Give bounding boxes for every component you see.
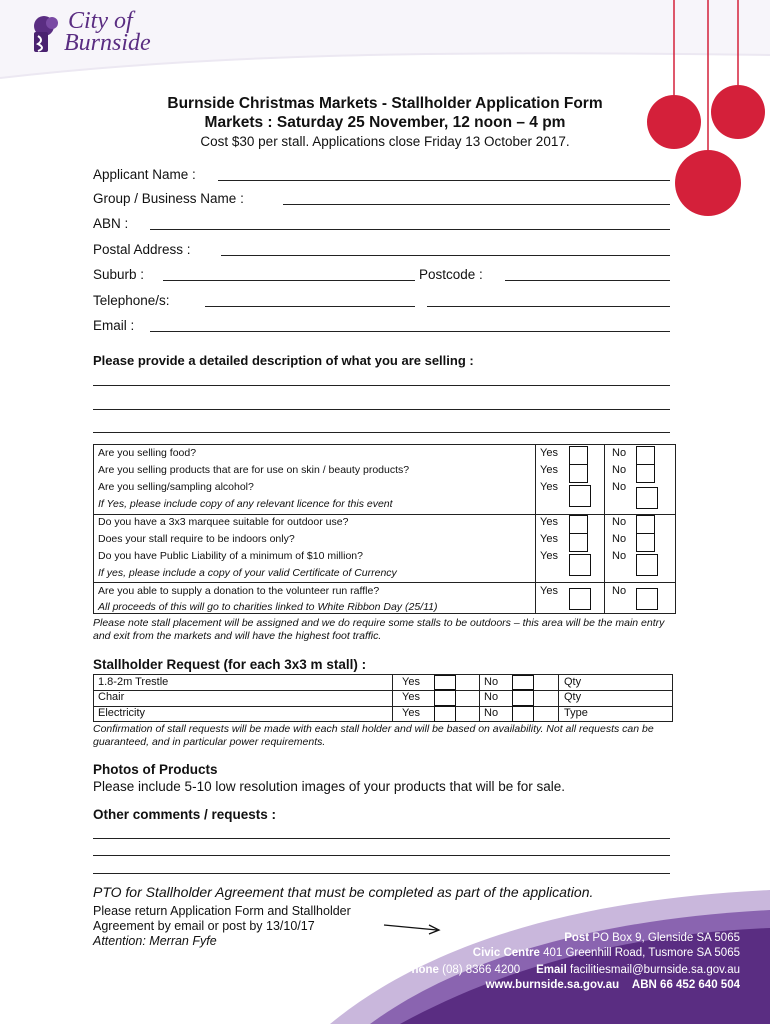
comments-line-2[interactable] <box>93 855 670 856</box>
post-label: Post <box>564 932 590 944</box>
chair-yes-checkbox[interactable] <box>434 690 456 706</box>
liability-no-checkbox[interactable] <box>636 554 658 576</box>
yes-label: Yes <box>540 585 558 597</box>
question-raffle: Are you able to supply a donation to the volunteer run raffle? <box>98 585 380 597</box>
marquee-yes-checkbox[interactable] <box>569 515 588 534</box>
postal-address-label: Postal Address : <box>93 242 191 257</box>
liability-note: If yes, please include a copy of your valid Certificate of Currency <box>98 567 397 579</box>
description-line-1[interactable] <box>93 385 670 386</box>
trestle-yes-checkbox[interactable] <box>434 675 456 690</box>
question-food: Are you selling food? <box>98 447 197 459</box>
indoors-yes-checkbox[interactable] <box>569 533 588 552</box>
indoors-no-checkbox[interactable] <box>636 533 655 552</box>
email-address[interactable]: facilitiesmail@burnside.sa.gov.au <box>570 964 740 976</box>
attention-line: Attention: Merran Fyfe <box>93 934 217 948</box>
yes-label: Yes <box>540 550 558 562</box>
civic-address: 401 Greenhill Road, Tusmore SA 5065 <box>543 947 740 959</box>
type-label: Type <box>564 707 588 719</box>
telephone-field-2[interactable] <box>427 306 670 307</box>
logo-line2: Burnside <box>64 30 151 56</box>
yes-label: Yes <box>402 691 420 703</box>
applicant-name-label: Applicant Name : <box>93 167 196 182</box>
no-label: No <box>612 533 627 545</box>
website-link[interactable]: www.burnside.sa.gov.au <box>485 979 620 991</box>
post-address: PO Box 9, Glenside SA 5065 <box>592 932 740 944</box>
yes-label: Yes <box>540 481 558 493</box>
alcohol-yes-checkbox[interactable] <box>569 485 591 507</box>
footer-contact <box>404 964 740 976</box>
civic-label: Civic Centre <box>472 947 540 959</box>
no-label: No <box>612 550 627 562</box>
raffle-note: All proceeds of this will go to charities linked to White Ribbon Day (25/11) <box>98 601 438 613</box>
city-of-burnside-logo <box>30 10 160 60</box>
phone-label: Phone <box>403 964 439 976</box>
footer-web <box>486 979 740 991</box>
comments-heading: Other comments / requests : <box>93 807 277 822</box>
confirmation-note: Confirmation of stall requests will be made with each stall holder and will be based on availability. Not all requests can be guaranteed, and in particular power requirements. <box>93 723 654 748</box>
footer-civic <box>473 947 740 959</box>
yes-label: Yes <box>540 447 558 459</box>
question-beauty: Are you selling products that are for use on skin / beauty products? <box>98 464 410 476</box>
suburb-field[interactable] <box>163 280 415 281</box>
pto-note: PTO for Stallholder Agreement that must be completed as part of the application. <box>93 884 594 900</box>
no-label: No <box>484 707 499 719</box>
no-label: No <box>612 464 627 476</box>
telephone-label: Telephone/s: <box>93 293 170 308</box>
tree-logo-icon <box>30 14 66 54</box>
postcode-label: Postcode : <box>419 267 483 282</box>
comments-line-3[interactable] <box>93 873 670 874</box>
abn-field[interactable] <box>150 229 670 230</box>
no-label: No <box>612 481 627 493</box>
email-field[interactable] <box>150 331 670 332</box>
return-line-2: Agreement by email or post by 13/10/17 <box>93 919 315 933</box>
question-liability: Do you have Public Liability of a minimum of $10 million? <box>98 550 363 562</box>
qty-label: Qty <box>564 676 582 688</box>
qty-label: Qty <box>564 691 582 703</box>
phone-number: (08) 8366 4200 <box>442 964 521 976</box>
question-marquee: Do you have a 3x3 marquee suitable for outdoor use? <box>98 516 349 528</box>
trestle-no-checkbox[interactable] <box>512 675 534 690</box>
stall-request-table <box>93 674 673 722</box>
description-line-2[interactable] <box>93 409 670 410</box>
email-label: Email <box>536 964 567 976</box>
suburb-label: Suburb : <box>93 267 145 282</box>
logo-line1: City of <box>68 8 133 34</box>
yes-label: Yes <box>540 516 558 528</box>
no-label: No <box>612 585 627 597</box>
comments-line-1[interactable] <box>93 838 670 839</box>
questions-table <box>93 444 676 614</box>
stallholder-heading: Stallholder Request (for each 3x3 m stall) : <box>93 657 367 672</box>
no-label: No <box>484 676 499 688</box>
group-business-label: Group / Business Name : <box>93 191 244 206</box>
postcode-field[interactable] <box>505 280 670 281</box>
applicant-name-field[interactable] <box>218 180 670 181</box>
placement-note: Please note stall placement will be assigned and we do require some stalls to be outdoors – this area will be the main entry and exit from the markets and will have the highest foot traffic. <box>93 617 665 642</box>
arrow-right-icon <box>383 921 443 935</box>
telephone-field-1[interactable] <box>205 306 415 307</box>
no-label: No <box>484 691 499 703</box>
yes-label: Yes <box>540 464 558 476</box>
no-label: No <box>612 516 627 528</box>
food-yes-checkbox[interactable] <box>569 446 588 465</box>
markets-date: Markets : Saturday 25 November, 12 noon – 4 pm <box>204 114 566 131</box>
yes-label: Yes <box>402 676 420 688</box>
electricity-no-checkbox[interactable] <box>512 706 534 722</box>
food-no-checkbox[interactable] <box>636 446 655 465</box>
abn-label: ABN <box>631 979 657 991</box>
question-indoors: Does your stall require to be indoors only? <box>98 533 295 545</box>
liability-yes-checkbox[interactable] <box>569 554 591 576</box>
return-line-1: Please return Application Form and Stallholder <box>93 904 351 918</box>
stall-item-chair: Chair <box>98 691 125 703</box>
photos-heading: Photos of Products <box>93 762 218 777</box>
stall-item-electricity: Electricity <box>98 707 146 719</box>
description-heading: Please provide a detailed description of what you are selling : <box>93 353 474 368</box>
yes-label: Yes <box>540 533 558 545</box>
form-title: Burnside Christmas Markets - Stallholder Application Form <box>167 95 603 112</box>
beauty-yes-checkbox[interactable] <box>569 464 588 483</box>
alcohol-no-checkbox[interactable] <box>636 487 658 509</box>
no-label: No <box>612 447 627 459</box>
beauty-no-checkbox[interactable] <box>636 464 655 483</box>
electricity-yes-checkbox[interactable] <box>434 706 456 722</box>
raffle-no-checkbox[interactable] <box>636 588 658 610</box>
group-business-field[interactable] <box>283 204 670 205</box>
abn-label: ABN : <box>93 216 129 231</box>
photos-text: Please include 5-10 low resolution images of your products that will be for sale. <box>93 779 565 794</box>
question-alcohol: Are you selling/sampling alcohol? <box>98 481 254 493</box>
cost-line: Cost $30 per stall. Applications close Friday 13 October 2017. <box>200 134 570 149</box>
abn-number: 66 452 640 504 <box>660 979 740 991</box>
ornament-center <box>675 150 741 216</box>
description-line-3[interactable] <box>93 432 670 433</box>
email-label: Email : <box>93 318 135 333</box>
postal-address-field[interactable] <box>221 255 670 256</box>
marquee-no-checkbox[interactable] <box>636 515 655 534</box>
raffle-yes-checkbox[interactable] <box>569 588 591 610</box>
chair-no-checkbox[interactable] <box>512 690 534 706</box>
alcohol-note: If Yes, please include copy of any relevant licence for this event <box>98 498 393 510</box>
yes-label: Yes <box>402 707 420 719</box>
footer-post <box>564 932 740 944</box>
stall-item-trestle: 1.8-2m Trestle <box>98 676 169 688</box>
